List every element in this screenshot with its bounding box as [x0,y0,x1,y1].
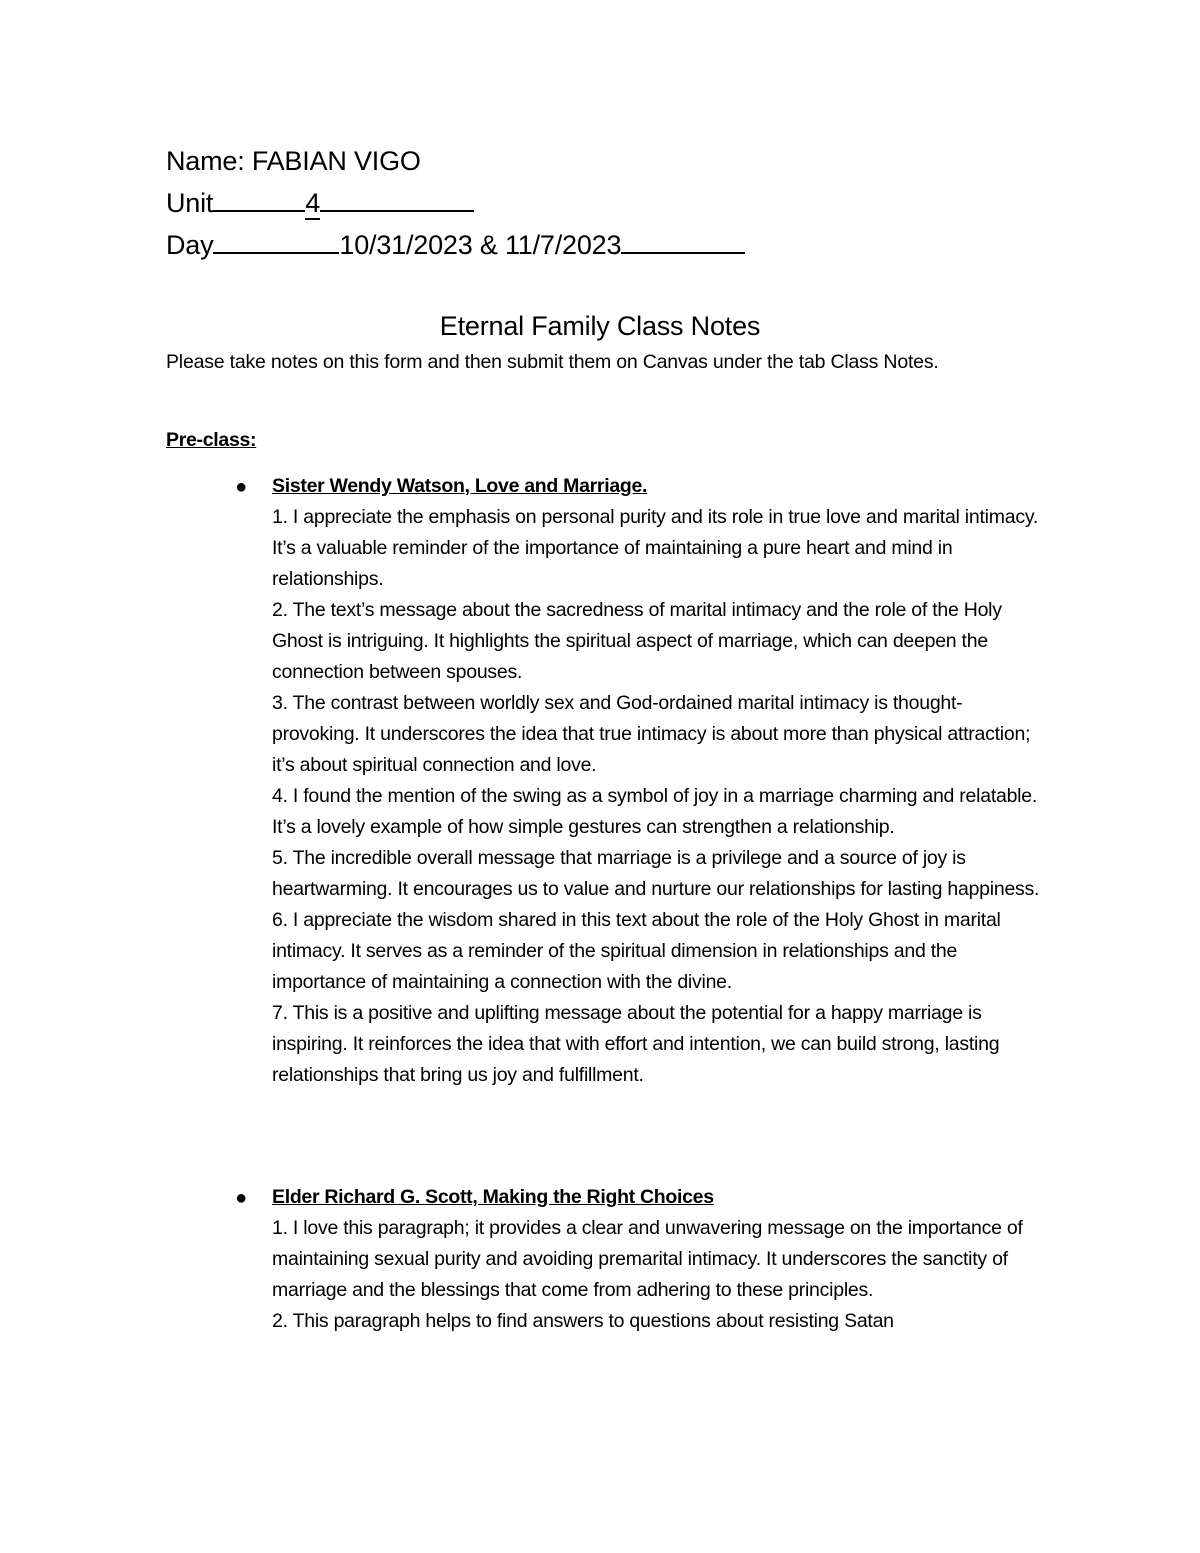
section-heading-pre-class: Pre-class: [166,429,257,451]
day-label: Day [166,230,214,260]
unit-blank-trailing [320,186,474,212]
bullet-icon: ● [235,1187,247,1209]
bullet-item-wendy-watson [235,471,1042,1091]
bullet-title: Sister Wendy Watson, Love and Marriage. [272,475,648,497]
day-line [166,228,745,262]
note-item: 4. I found the mention of the swing as a symbol of joy in a marriage charming and relatable. It’s a lovely example of how simple gestures can strengthen a relationship. [272,785,1038,838]
page-title: Eternal Family Class Notes [439,311,761,341]
note-item: 7. This is a positive and uplifting message about the potential for a happy marriage is inspiring. It reinforces the idea that with effort and intention, we can build strong, lasting relationships that bring us joy and fulfillment. [272,1002,1000,1086]
note-item: 3. The contrast between worldly sex and God-ordained marital intimacy is thought-provoking. It underscores the idea that true intimacy is about more than physical attraction; it’s about spiritual connection and love. [272,692,1031,776]
unit-blank-leading [213,186,305,212]
note-item: 1. I appreciate the emphasis on personal purity and its role in true love and marital intimacy. It’s a valuable reminder of the importance of maintaining a pure heart and mind in relationships. [272,506,1039,590]
bullet-title: Elder Richard G. Scott, Making the Right Choices [272,1186,714,1208]
day-blank-leading [213,228,339,254]
name-line [166,144,421,178]
note-item: 5. The incredible overall message that marriage is a privilege and a source of joy is heartwarming. It encourages us to value and nurture our relationships for lasting happiness. [272,847,1040,900]
name-text: Name: FABIAN VIGO [166,146,421,176]
bullet-icon: ● [235,476,247,498]
note-item: 2. This paragraph helps to find answers to questions about resisting Satan [272,1310,894,1332]
note-item: 1. I love this paragraph; it provides a clear and unwavering message on the importance of maintaining sexual purity and avoiding premarital intimacy. It underscores the sanctity of marriage and the blessings that come from adhering to these principles. [272,1217,1023,1301]
day-blank-trailing [621,228,745,254]
note-item: 2. The text’s message about the sacredness of marital intimacy and the role of the Holy Ghost is intriguing. It highlights the spiritual aspect of marriage, which can deepen the connection between spouses. [272,599,1002,683]
note-item: 6. I appreciate the wisdom shared in this text about the role of the Holy Ghost in marital intimacy. It serves as a reminder of the spiritual dimension in relationships and the importance of maintaining a connection with the divine. [272,909,1001,993]
day-value: 10/31/2023 & 11/7/2023 [339,230,622,260]
unit-label: Unit [166,188,214,218]
unit-line [166,186,474,220]
intro-instructions: Please take notes on this form and then submit them on Canvas under the tab Class Notes. [166,351,939,373]
bullet-item-richard-scott [235,1182,1042,1337]
unit-value: 4 [305,188,321,218]
